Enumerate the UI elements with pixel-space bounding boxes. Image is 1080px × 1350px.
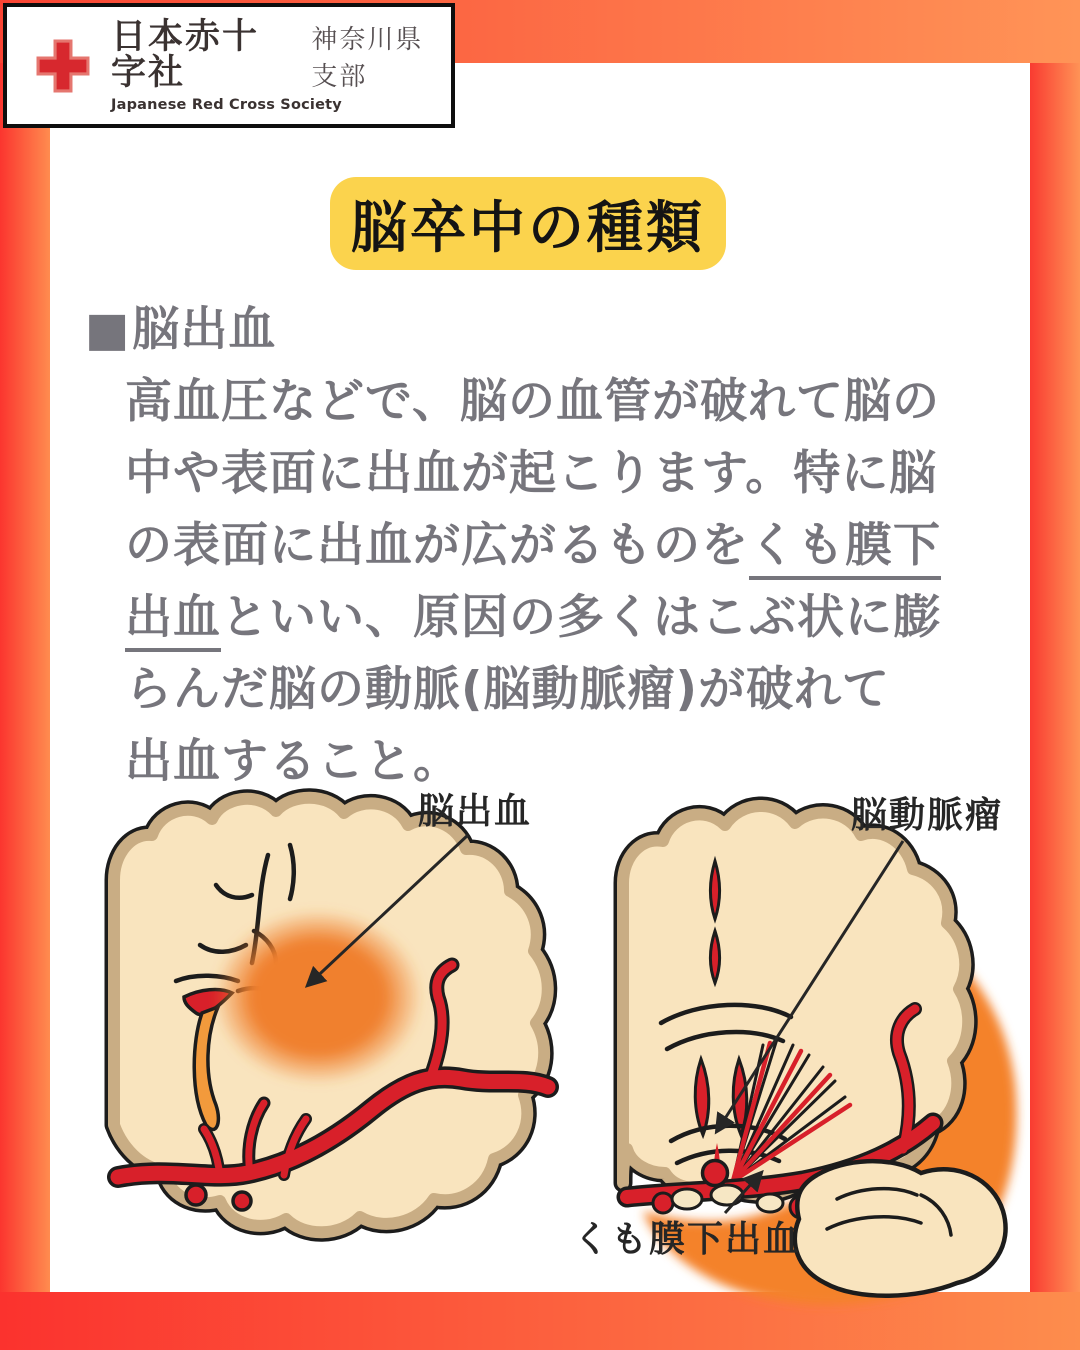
- article-line: [125, 654, 995, 726]
- page-title: 脳卒中の種類: [351, 195, 705, 261]
- frame-left-band: [0, 63, 50, 1292]
- text-segment: 高血圧などで、脳の血管が破れて脳の: [125, 374, 941, 429]
- article-line: [125, 582, 995, 654]
- article-line: [125, 510, 995, 582]
- figure-right-label-subarachnoid: くも膜下出血: [573, 1219, 802, 1260]
- cerebellum: [795, 1161, 1006, 1296]
- article-line: [125, 438, 995, 510]
- article-heading-line: [85, 294, 995, 366]
- figure-right-label-aneurysm: 脳動脈瘤: [851, 795, 1004, 836]
- brain-hemorrhage-illustration: [100, 785, 565, 1255]
- hemorrhage-blob: [213, 909, 423, 1085]
- logo-box: [3, 3, 455, 128]
- figure-left-label: 脳出血: [418, 791, 533, 832]
- logo-text-block: [111, 16, 451, 113]
- branch-name: 神奈川県支部: [311, 24, 424, 92]
- brain-aneurysm-illustration: [565, 783, 1040, 1313]
- red-cross-icon: [29, 32, 97, 100]
- underlined-term: くも膜下: [749, 518, 941, 580]
- aneurysm-bulge: [703, 1161, 728, 1186]
- title-badge: [330, 177, 726, 270]
- text-segment: といい、原因の多くはこぶ状に膨: [221, 590, 941, 645]
- org-name-en: Japanese Red Cross Society: [111, 96, 342, 113]
- article-line: [125, 726, 995, 798]
- underlined-term: 出血: [125, 590, 221, 652]
- article-heading: 脳出血: [132, 302, 277, 357]
- text-segment: 出血すること。: [125, 734, 461, 789]
- article: [85, 294, 995, 798]
- text-segment: 中や表面に出血が起こります。特に脳: [125, 446, 938, 501]
- article-line: [125, 366, 995, 438]
- article-lines: [85, 366, 995, 798]
- square-bullet-icon: ■: [85, 302, 131, 357]
- text-segment: の表面に出血が広がるものを: [125, 518, 749, 573]
- text-segment: らんだ脳の動脈(脳動脈瘤)が破れて: [125, 662, 890, 717]
- org-name-jp: 日本赤十字社: [111, 16, 260, 94]
